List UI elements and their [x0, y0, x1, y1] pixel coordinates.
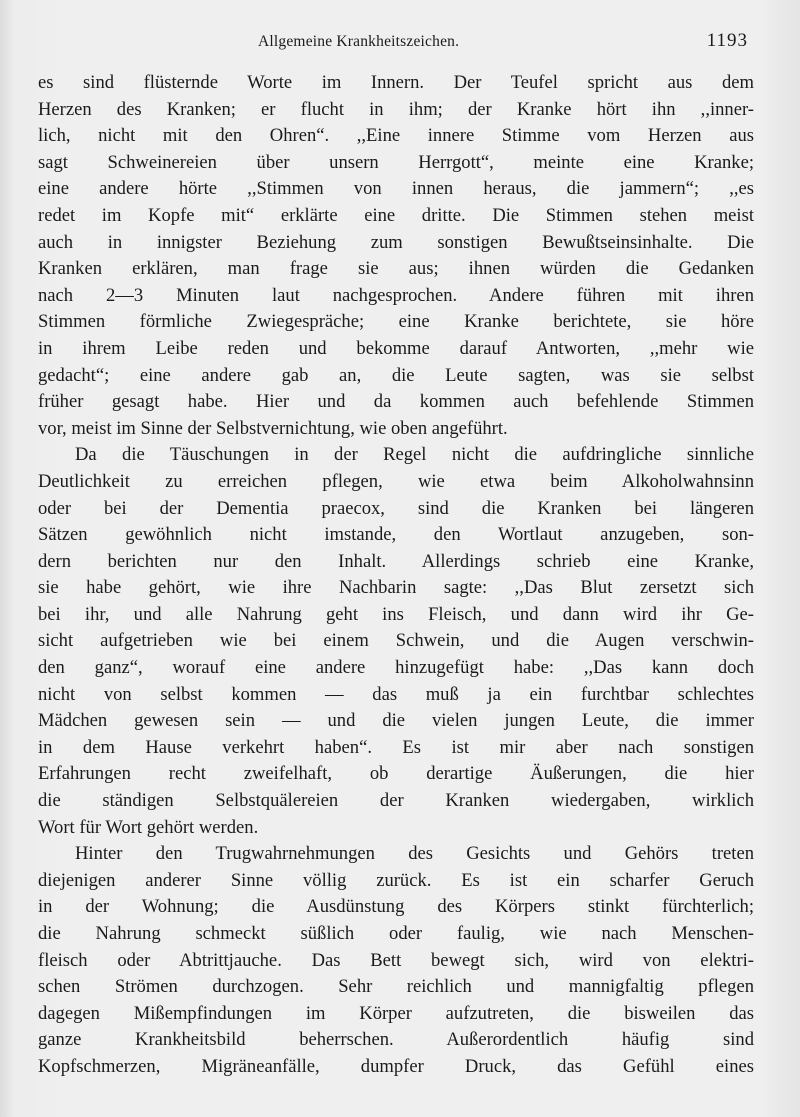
text-line: den ganz“, worauf eine andere hinzugefügt habe: ,,Das kann doch [38, 657, 754, 679]
text-line: sagt Schweinereien über unsern Herrgott“, meinte eine Kranke; [38, 151, 754, 173]
running-title: Allgemeine Krankheitszeichen. [258, 33, 460, 50]
text-line: Da die Täuschungen in der Regel nicht die aufdringliche sinnliche [75, 444, 754, 466]
text-line: gedacht“; eine andere gab an, die Leute sagten, was sie selbst [38, 364, 754, 386]
text-line: schen Strömen durchzogen. Sehr reichlich und mannigfaltig pflegen [38, 976, 754, 998]
body-text [38, 70, 754, 1081]
text-line: Stimmen förmliche Zwiegespräche; eine Kranke berichtete, sie höre [38, 311, 754, 333]
text-line: Sätzen gewöhnlich nicht imstande, den Wortlaut anzugeben, son- [38, 524, 754, 546]
text-line: Erfahrungen recht zweifelhaft, ob derartige Äußerungen, die hier [38, 763, 754, 785]
text-line: dagegen Mißempfindungen im Körper aufzutreten, die bisweilen das [38, 1002, 754, 1024]
text-line: nicht von selbst kommen — das muß ja ein furchtbar schlechtes [38, 683, 754, 705]
text-line: in dem Hause verkehrt haben“. Es ist mir aber nach sonstigen [38, 736, 754, 758]
text-line: sie habe gehört, wie ihre Nachbarin sagte: ,,Das Blut zersetzt sich [38, 577, 754, 599]
text-line: ganze Krankheitsbild beherrschen. Außerordentlich häufig sind [38, 1029, 754, 1051]
text-line: vor, meist im Sinne der Selbstvernichtung, wie oben angeführt. [38, 417, 508, 439]
text-line: eine andere hörte ,,Stimmen von innen heraus, die jammern“; ,,es [38, 178, 754, 200]
text-line: nach 2—3 Minuten laut nachgesprochen. Andere führen mit ihren [38, 284, 754, 306]
text-line: diejenigen anderer Sinne völlig zurück. Es ist ein scharfer Geruch [38, 869, 754, 891]
text-line: sicht aufgetrieben wie bei einem Schwein, und die Augen verschwin- [38, 630, 754, 652]
text-line: lich, nicht mit den Ohren“. ,,Eine innere Stimme vom Herzen aus [38, 125, 754, 147]
text-line: es sind flüsternde Worte im Innern. Der Teufel spricht aus dem [38, 72, 754, 93]
text-line: auch in innigster Beziehung zum sonstigen Bewußtseinsinhalte. Die [38, 231, 754, 253]
page-header [38, 26, 748, 56]
text-line: dern berichten nur den Inhalt. Allerdings schrieb eine Kranke, [38, 550, 754, 572]
text-line: früher gesagt habe. Hier und da kommen auch befehlende Stimmen [38, 391, 754, 413]
text-line: oder bei der Dementia praecox, sind die Kranken bei längeren [38, 497, 754, 519]
text-line: die ständigen Selbstquälereien der Kranken wiedergaben, wirklich [38, 790, 754, 812]
text-line: Deutlichkeit zu erreichen pflegen, wie etwa beim Alkoholwahnsinn [38, 470, 754, 492]
text-line: bei ihr, und alle Nahrung geht ins Fleisch, und dann wird ihr Ge- [38, 603, 754, 625]
text-line: Herzen des Kranken; er flucht in ihm; der Kranke hört ihn ,,inner- [38, 98, 754, 120]
page-number: 1193 [706, 30, 748, 51]
text-line: in ihrem Leibe reden und bekomme darauf Antworten, ,,mehr wie [38, 337, 754, 359]
text-line: Kopfschmerzen, Migräneanfälle, dumpfer Druck, das Gefühl eines [38, 1055, 754, 1077]
text-line: Hinter den Trugwahrnehmungen des Gesichts und Gehörs treten [75, 843, 754, 865]
text-line: Kranken erklären, man frage sie aus; ihnen würden die Gedanken [38, 258, 754, 280]
text-line: in der Wohnung; die Ausdünstung des Körpers stinkt fürchterlich; [38, 896, 754, 918]
text-line: fleisch oder Abtrittjauche. Das Bett bewegt sich, wird von elektri- [38, 949, 754, 971]
text-line: redet im Kopfe mit“ erklärte eine dritte. Die Stimmen stehen meist [38, 204, 754, 226]
text-line: Mädchen gewesen sein — und die vielen jungen Leute, die immer [38, 710, 754, 732]
text-line: Wort für Wort gehört werden. [38, 816, 259, 838]
text-line: die Nahrung schmeckt süßlich oder faulig, wie nach Menschen- [38, 923, 754, 944]
